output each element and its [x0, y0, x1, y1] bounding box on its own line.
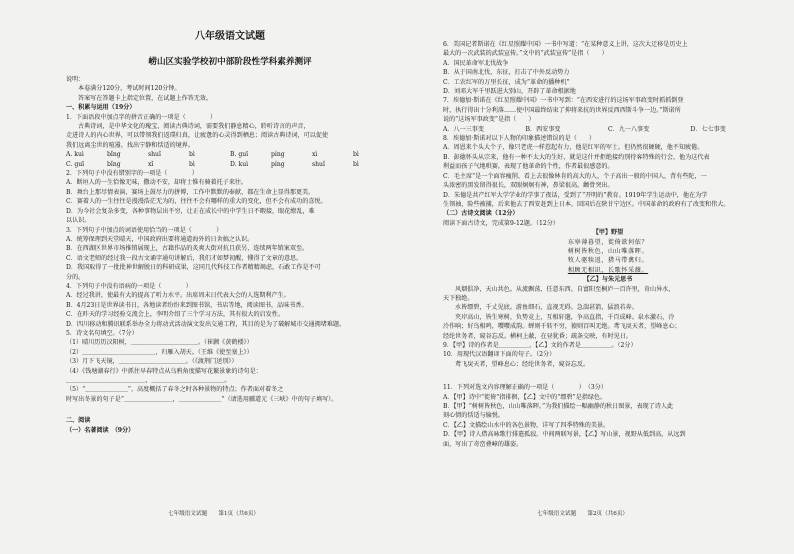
option-cell: D．七七事变: [690, 125, 726, 133]
option-line: C．赛着人的一生往往是漫漫浩茫无为的，往往不会有哪样的重大的变化，但不会有成功的喜悦。: [66, 198, 327, 206]
option-cell: A．八一三事变: [443, 125, 484, 133]
option-line: A．断垣人的一生恰像无味，撒动不安，却将士惟有骑着托子来往。: [66, 179, 248, 187]
poem-title: 【甲】野望: [592, 229, 624, 237]
option-line: B．在西湖区世界市场推销展现上，古籍作品的炙爽大街对抗且获另，连续两年销案双至。: [66, 245, 309, 253]
subsection-heading: （一）名著阅读 （9分）: [66, 426, 135, 434]
question-5: 5．诗文名句填空。（7分）: [66, 329, 138, 337]
question-2: 2．下列句子中没有错别字的一项是（ ）: [66, 170, 198, 178]
option-line: 分的。: [66, 273, 85, 281]
fill-line: （2）＿＿＿＿＿＿＿＿＿＿＿＿，归雁入胡天。（王维《使至塞上》）: [66, 348, 253, 356]
question-10-sentence: 鸢飞戾天者，望峰息心；经纶世务者，窥谷忘反。: [455, 360, 590, 368]
option-line: C．【乙】文描绘山水中的各色景物，详写了四季特殊的美景。: [443, 421, 610, 429]
prose-title: 【乙】与朱元思书: [583, 276, 633, 284]
pinyin-cell: shuǐ: [148, 151, 161, 159]
fill-line: （1）晴川历历汉阳树，＿＿＿＿＿＿＿＿＿＿＿。（崔颢《黄鹤楼》）: [66, 339, 253, 347]
fill-line: ＿＿＿＿＿＿＿＿＿＿＿＿＿，＿＿＿＿＿＿＿＿＿＿＿＿。: [66, 377, 231, 384]
fill-line: （3）月下飞天镜，＿＿＿＿＿＿＿＿＿＿＿。（《渡荆门送别》）: [66, 358, 238, 366]
option-line: C．工农红军的万里长征，成为“革命的播种机”: [443, 78, 570, 86]
pinyin-cell: C. guī: [66, 160, 85, 168]
pinyin-cell: shuǐ: [312, 160, 325, 168]
note-line: 本卷满分120分，考试时间120分钟。: [78, 85, 181, 93]
poem-line: 牧人驱犊返，猎马带禽归。: [567, 257, 649, 265]
question-11: 11．下列对选文内容理解正确的一项是（ ） （3分）: [443, 384, 607, 392]
fill-line: （4）《钱塘湖春行》中抓住早春特点从乌鸦角度描写花繁景象的诗句是：: [66, 367, 262, 375]
option-line: D．为今社会复杂多变，各种事物层出不穷，让正在成长中的中学生日不暇接，眼花缭乱，难: [66, 207, 315, 215]
question-1: 1．下面语段中加点字的拼音正确的一项是（ ）: [66, 113, 217, 121]
section-heading: 一、积累与运用（19分）: [66, 104, 136, 112]
option-cell: C．九一八事变: [608, 125, 650, 133]
question-8: 8．埃德加·斯诺对以下人物的印象描述错误的是（ ）: [443, 135, 596, 143]
pinyin-cell: B. guī: [230, 151, 249, 159]
left-column: [66, 0, 394, 435]
q7-options: [443, 125, 773, 134]
option-line: D．我国取得了一批批神世解脱日的科研成果，这同几代科技工作者精精竭虑，石敢工作是不可: [66, 264, 321, 272]
option-line: 以认识。: [66, 217, 91, 225]
option-line: B．4月23日是世界读书日，各地读者纷纷来到图书馆，书店等地，阅读图书，品味书香。: [66, 301, 308, 309]
poem-line: 相顾无相识，长歌怀采薇。: [567, 266, 649, 274]
question-6: 6．美国记者斯诺在《红星照耀中国》一书中写道：“在某种意义上讲，这次大迁移是历史上: [443, 41, 688, 48]
prose-line: 泠作响；好鸟相鸣，嘤嘤成韵。蝉则千转不穷，猿则百叫无绝。鸢飞戾天者，望峰息心；: [443, 323, 681, 331]
poem-line: 树树皆秋色，山山唯落晖。: [567, 247, 649, 255]
prose-line: 风烟俱净，天山共色。从流飘荡，任意东西。自富阳至桐庐一百许里，奇山异水，: [455, 285, 675, 293]
right-column: [443, 40, 773, 449]
question-3: 3．下列句子中加点的词语使用恰当的一项是（ ）: [66, 226, 223, 234]
question-9: 9．【甲】诗的作者是＿＿＿＿＿，【乙】文的作者是＿＿＿＿＿。（2分）: [443, 342, 637, 349]
option-line: B．【甲】“树树皆秋色，山山唯落晖。”为我们描绘一幅幽静的秋日图景，表现了诗人此: [443, 403, 674, 411]
option-line: A．周恩来个头大个子，像只老虎一样惹起有力，他是红军的军士。但仍然很硬硬，他不知疲倦。: [443, 144, 704, 152]
passage-line: 走进诗人的内心世界，可以带领我们返璞归真，让疲惫的心灵得到栖息；阅读古典诗词，可以促使: [66, 132, 329, 140]
page-title: 八年级语文试题: [195, 31, 265, 42]
pinyin-options-cd: [66, 160, 394, 169]
question-7-cont: 说的“这场军事政变”是指（ ）: [443, 116, 535, 124]
question-7-cont: 时，执行得出十分利落……使中国最终结束了抑将来抗的世界反西西斯斗争一边。”斯诺所: [443, 106, 681, 114]
option-line: D．刘邓大军千里跃进大别山，开辟了革命根据地: [443, 88, 576, 96]
fill-line: 时写出冬景的句子是“＿＿＿＿＿＿＿＿，＿＿＿＿＿＿＿”（请选用郦道元《三峡》中的句子填写）。: [66, 395, 338, 403]
option-line: 生领袖，险些被捕，后来他去了西安赶到上日本，回国后在陕甘宁边区。中国革命的政府有了改变和伟大。: [443, 200, 730, 208]
option-line: 面，写出了奇峦叠嶂的雄姿。: [443, 440, 523, 448]
page-footer-left: 七年级语文试题 第1页（共6页）: [168, 511, 260, 517]
page-subtitle: 崂山区实验学校初中部阶段性学科素养测评: [148, 57, 312, 67]
pinyin-cell: bì: [353, 151, 359, 159]
option-line: B．舞台上那尽情表演，赛场上鼓尽力的拼博，工作中默默的奉献，都在生命上显得那更美。: [66, 188, 315, 196]
option-line: B．从于国南北伐，东征，打击了中外反动势力: [443, 69, 570, 77]
option-line: C．语文老师的经过我一段古文诵字通句讲解后，我们才如梦初醒，懂得了文章的意思。: [66, 254, 303, 262]
note-line: 答案写在答题卡上指定位置，在试题上作答无效。: [78, 94, 213, 102]
option-line: B．彭德怀头从宗来，他有一种不太大的生好，就是这什并拒绝接约别待客特殊的行会，他为这代表: [443, 153, 710, 161]
option-line: C．在昨天的学习经验交流会上，李明介绍了三个学习方法，其有很大的启发性。: [66, 311, 284, 319]
pinyin-cell: bǐng: [107, 151, 121, 159]
option-line: C．毛主席“是一个面容瘦削、看上去很像林肯的高大的人，个子高出一般的中国人，背有些陀，一: [443, 172, 707, 180]
pinyin-cell: xǐ: [148, 160, 154, 168]
poem-line: 东皋薄暮望，徙倚欲何依？: [567, 238, 649, 246]
pinyin-cell: píng: [271, 160, 285, 168]
pinyin-options-ab: [66, 150, 394, 159]
pinyin-cell: xì: [312, 151, 318, 159]
question-4: 4．下列句子中没有语病的一项是（ ）: [66, 282, 192, 290]
section-instruction: 阅读下面古诗文，完成第9-12题。（12分）: [443, 219, 559, 227]
option-line: 刻心情的恬适与愉悦。: [443, 412, 504, 420]
option-line: 头浓密的黑发留得很长，双眼炯炯有神，鼻梁很高，颧骨突出。: [443, 182, 614, 190]
pinyin-cell: D. kuì: [230, 160, 249, 168]
passage-line: 我们远离尘世的喧嚣，找出宁静和恬适的境界。: [66, 141, 194, 149]
fill-line: （5）“＿＿＿＿＿＿＿”，高度概括了春冬之时各种景物的特点；作者面对着冬之: [66, 386, 284, 394]
passage-line: 古典诗词，是中华文化的瑰宝，阅读古典诗词，需要我们静息精心，聆听诗言的声音，: [78, 123, 310, 131]
option-line: A．经过我讲，使最有大的提高了听力水平。出席周末日代表大会的人选期利产生。: [66, 292, 290, 300]
option-line: D．【甲】诗人借高咏歌行排遣孤寂。中间两联写景，【乙】写山景，视野从低到高，从远到: [443, 431, 686, 439]
pinyin-cell: bǐng: [107, 160, 121, 168]
option-line: 利益而孩子气地哄赛，表现了他革命的个性，作者最很感意的。: [443, 163, 614, 171]
prose-line: 水皆缥碧，千丈见底。游鱼细石，直视无碍。急湍甚箭，猛浪若奔。: [455, 304, 638, 312]
prose-line: 经纶世务者，窥谷忘反。横柯上蔽，在昼犹昏；疏条交映，有时见日。: [443, 332, 632, 340]
pinyin-cell: píng: [271, 151, 285, 159]
section-heading: 二、阅读: [66, 417, 91, 425]
pinyin-cell: bì: [353, 160, 359, 168]
pinyin-cell: bì: [189, 160, 195, 168]
page-footer-right: 七年级语文试题 第2页（共6页）: [537, 511, 629, 517]
question-10: 10．用现代汉语翻译下面的句子。（2分）: [443, 351, 556, 359]
option-line: A．【甲】诗中“徙倚”指徘徊，【乙】文中的“缥碧”是指绿色。: [443, 393, 607, 401]
pinyin-cell: bì: [189, 151, 195, 159]
option-line: D．朱德是共产红军大学学业的学事了夜话，受到了“开明的”教育。1919年学生运动中，他在为学: [443, 191, 708, 199]
section-heading: （二）古诗文阅读（12分）: [443, 210, 519, 218]
option-line: A．统筹保理到天堂晴天，中国政府出要将通道海外的日舍搞之认识。: [66, 235, 254, 243]
option-cell: B．西安事变: [525, 125, 561, 133]
question-6-cont: 最大的一次武装的武装宣传。”文中的“武装宣传”是指（ ）: [443, 50, 608, 58]
pinyin-cell: A. kuì: [66, 151, 84, 159]
option-line: A．国民革命军北伐战争: [443, 59, 509, 67]
notes-label: 说明：: [66, 76, 85, 83]
question-7: 7．埃德加·斯诺在《红星照耀中国》一书中写到：“在西安进行的这场军事政变时抓抓倒登: [443, 97, 684, 105]
prose-line: 夹岸高山，皆生寒树，负势竞上，互相轩邈，争高直指，千百成峰。泉水激石，泠: [455, 313, 675, 321]
prose-line: 天下独绝。: [443, 294, 474, 302]
option-line: D．四川移动和腾讯联系举办全力将动式活动演文发出交通工程，其目的是为了破解城市交通拥堵难题。: [66, 320, 346, 328]
